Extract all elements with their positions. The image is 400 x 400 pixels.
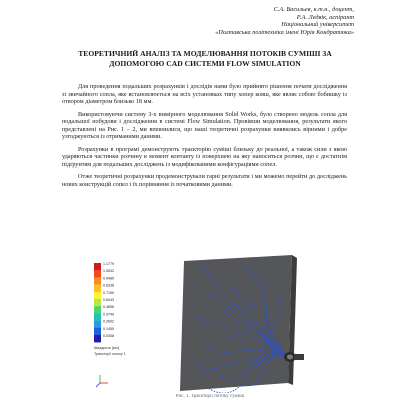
paragraph-4: Отже теоретичні розрахунки продемонстрували гарні результати і ми можемо перейти до досліджень нових конструкцій сопел і їх порівняння із початковими даними. [62, 173, 347, 189]
legend-swatch [94, 299, 101, 306]
legend-swatch [94, 285, 101, 292]
legend-swatch [94, 292, 101, 299]
legend-swatch [94, 263, 101, 270]
paper-title: ТЕОРЕТИЧНИЙ АНАЛІЗ ТА МОДЕЛЮВАННЯ ПОТОКІВ СУМІШІ ЗА ДОПОМОГОЮ CAD СИСТЕМИ FLOW SIMULATION [78, 49, 332, 68]
legend-swatch [94, 335, 101, 342]
legend-tick-label: 1.1779 [103, 262, 114, 266]
flow-simulation-render [88, 253, 318, 393]
legend-tick-label: 1.0632 [103, 269, 114, 274]
paragraph-3: Розрахунки в програмі демонструють траєкторію суміші близьку до реальної, а також сили з якою ударяються частинки розчину в момент контакту із поверхнею на яку наноситься розчин, що є достатнім підґрунтям для подальших досліджень із модифікованими конфігураціями сопел. [62, 145, 347, 168]
legend-swatch [94, 277, 101, 284]
paper-body [62, 83, 347, 194]
legend-tick-label: 0.6043 [103, 298, 114, 302]
legend-swatch [94, 270, 101, 277]
legend-tick-label: 0.1455 [103, 326, 114, 331]
affiliation-2: «Полтавська політехніка імені Юрія Кондратюка» [215, 28, 354, 36]
paragraph-2: Використовуючи систему 3-х вимірного моделювання Solid Works, було створено модель сопла для подальшої побудови і дослідження в системі Flow Simulation. Провівши моделювання, результати якого представлені на Рис. 1 – 2, ми впевнилися, що наші теоретичні розрахунки виявились вірними і добре узгоджуються із отриманими даними. [62, 110, 347, 141]
legend-tick-label: 0.4896 [103, 305, 114, 310]
paragraph-1: Для проведення подальших розрахунків і дослідів нами було прийнято рішення почати дослідження зі звичайного сопла, яке встановлюється на всіх установках типу хопер ковш, яке являє собою бобишку із отвором діаметром близько 18 мм. [62, 83, 347, 106]
author-block [215, 6, 354, 36]
legend-swatch [94, 313, 101, 320]
legend-tick-label: 0.0308 [103, 334, 114, 338]
author-2: Р.А. Ледвік, аспірант [296, 13, 354, 21]
legend-tick-label: 0.3749 [103, 312, 114, 317]
legend-color-scale [94, 263, 101, 342]
legend-swatch [94, 328, 101, 335]
legend-tick-label: 0.2602 [103, 319, 114, 324]
legend-swatch [94, 321, 101, 328]
affiliation-1: Національний університет [281, 21, 354, 29]
legend-label: Швидкість [м/с] [94, 346, 120, 350]
target-plate [180, 255, 292, 391]
author-1: С.А. Васильев, к.т.н., доцент, [273, 6, 354, 13]
legend-sublabel: Траєкторії потоку 1 [94, 352, 126, 356]
legend-tick-label: 0.9485 [103, 276, 114, 281]
legend-tick-label: 0.8338 [103, 283, 114, 288]
simulation-figure [88, 253, 318, 393]
figure-caption: Рис. 1. Траєкторії потоку суміші [175, 394, 245, 399]
legend-tick-label: 0.7190 [103, 290, 114, 295]
legend-swatch [94, 306, 101, 313]
